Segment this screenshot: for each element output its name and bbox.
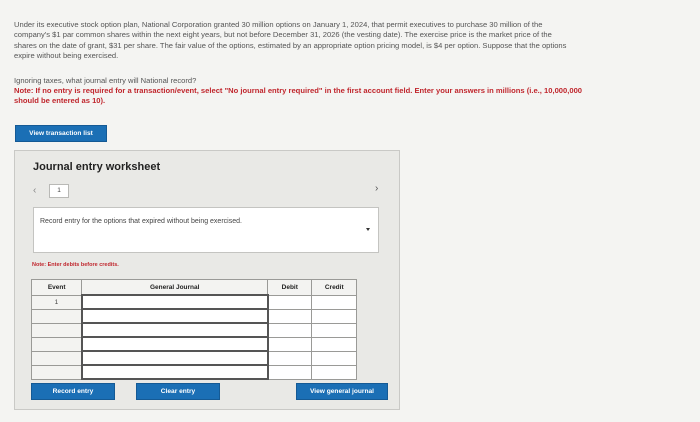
account-field[interactable] <box>82 351 268 365</box>
credit-field[interactable] <box>312 323 357 337</box>
account-field[interactable] <box>82 365 268 379</box>
event-cell: 1 <box>32 295 82 309</box>
event-cell <box>32 337 82 351</box>
debit-field[interactable] <box>268 295 312 309</box>
debit-field[interactable] <box>268 337 312 351</box>
account-field[interactable] <box>82 323 268 337</box>
column-header-credit: Credit <box>312 280 357 296</box>
caret-down-icon[interactable] <box>366 228 370 231</box>
table-row <box>32 337 357 351</box>
table-row <box>32 365 357 379</box>
debit-field[interactable] <box>268 365 312 379</box>
table-row <box>32 295 357 309</box>
event-cell <box>32 365 82 379</box>
event-cell <box>32 323 82 337</box>
clear-entry-button[interactable]: Clear entry <box>136 383 220 400</box>
record-instruction: Record entry for the options that expired without being exercised. <box>40 218 242 225</box>
credit-field[interactable] <box>312 337 357 351</box>
record-entry-button[interactable]: Record entry <box>31 383 115 400</box>
credit-field[interactable] <box>312 295 357 309</box>
worksheet-title: Journal entry worksheet <box>33 161 161 173</box>
question-text: Ignoring taxes, what journal entry will National record? <box>14 76 197 85</box>
debits-note: Note: Enter debits before credits. <box>32 262 119 268</box>
record-instruction-box <box>33 207 379 253</box>
table-row <box>32 323 357 337</box>
answer-note: Note: If no entry is required for a transaction/event, select "No journal entry required" in the first account field. Enter your answers in millions (i.e., 10,000,000 should be entered as 10). <box>14 86 583 105</box>
worksheet-pager <box>33 184 69 198</box>
chevron-left-icon[interactable]: ‹ <box>33 185 37 196</box>
journal-table <box>31 279 357 380</box>
debit-field[interactable] <box>268 323 312 337</box>
account-field[interactable] <box>82 309 268 323</box>
view-transaction-list-button[interactable]: View transaction list <box>15 125 107 142</box>
journal-entry-worksheet <box>14 150 400 410</box>
table-row <box>32 351 357 365</box>
page-number[interactable]: 1 <box>49 184 69 198</box>
account-field[interactable] <box>82 295 268 309</box>
column-header-general-journal: General Journal <box>82 280 268 296</box>
debit-field[interactable] <box>268 309 312 323</box>
column-header-event: Event <box>32 280 82 296</box>
chevron-right-icon[interactable]: › <box>375 183 379 194</box>
credit-field[interactable] <box>312 351 357 365</box>
column-header-debit: Debit <box>268 280 312 296</box>
event-cell <box>32 351 82 365</box>
table-row <box>32 309 357 323</box>
debit-field[interactable] <box>268 351 312 365</box>
credit-field[interactable] <box>312 365 357 379</box>
problem-text: Under its executive stock option plan, National Corporation granted 30 million options on January 1, 2024, that permit executives to purchase 30 million of the company's $1 par common shares within the next eight years, but not before December 31, 2026 (the vesting date). The exercise price is the market price of the shares on the date of grant, $31 per share. The fair value of the options, estimated by an appropriate option pricing model, is $4 per option. Suppose that the options expire without being exercised. <box>14 20 567 61</box>
account-field[interactable] <box>82 337 268 351</box>
question-block <box>14 76 594 106</box>
view-general-journal-button[interactable]: View general journal <box>296 383 388 400</box>
event-cell <box>32 309 82 323</box>
credit-field[interactable] <box>312 309 357 323</box>
